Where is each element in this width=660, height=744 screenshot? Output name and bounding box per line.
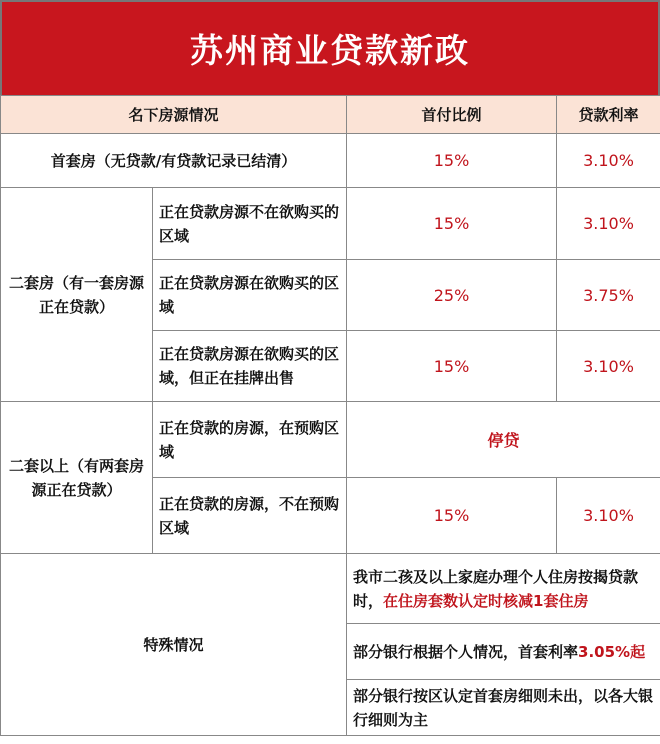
table-row-second-home-1: [1, 188, 660, 260]
special-label: 特殊情况: [1, 554, 347, 736]
second-home-1-down-payment: 15%: [347, 188, 557, 260]
special-note-2-text: 部分银行根据个人情况，首套利率: [353, 642, 579, 661]
second-home-group-label: 二套房（有一套房源正在贷款）: [1, 188, 153, 402]
table-header-row: [1, 96, 660, 134]
loan-policy-table: [0, 95, 660, 736]
multi-home-group-label: 二套以上（有两套房源正在贷款）: [1, 402, 153, 554]
special-note-2-highlight: 3.05%起: [578, 642, 646, 661]
multi-home-2-label: 正在贷款的房源，不在预购区域: [153, 478, 347, 554]
multi-home-2-rate: 3.10%: [557, 478, 660, 554]
second-home-1-rate: 3.10%: [557, 188, 660, 260]
second-home-2-label: 正在贷款房源在欲购买的区域: [153, 260, 347, 331]
multi-home-2-down-payment: 15%: [347, 478, 557, 554]
special-note-3: [347, 680, 660, 736]
first-home-down-payment: 15%: [347, 134, 557, 188]
second-home-3-rate: 3.10%: [557, 331, 660, 402]
page-title: 苏州商业贷款新政: [0, 0, 660, 95]
special-note-3-text: 部分银行按区认定首套房细则未出，以各大银行细则为主: [353, 686, 654, 729]
header-rate: 贷款利率: [557, 96, 660, 134]
header-situation: 名下房源情况: [1, 96, 347, 134]
table-row-first-home: [1, 134, 660, 188]
special-note-2: [347, 624, 660, 680]
table-row-multi-home-1: [1, 402, 660, 478]
second-home-2-rate: 3.75%: [557, 260, 660, 331]
multi-home-1-status: 停贷: [347, 402, 660, 478]
first-home-rate: 3.10%: [557, 134, 660, 188]
second-home-3-down-payment: 15%: [347, 331, 557, 402]
special-note-1: [347, 554, 660, 624]
second-home-1-label: 正在贷款房源不在欲购买的区域: [153, 188, 347, 260]
first-home-label: 首套房（无贷款/有贷款记录已结清）: [1, 134, 347, 188]
second-home-3-label: 正在贷款房源在欲购买的区域，但正在挂牌出售: [153, 331, 347, 402]
special-note-1-text: 我市二孩及以上家庭办理个人住房按揭贷款时，: [353, 567, 639, 610]
header-down-payment: 首付比例: [347, 96, 557, 134]
table-row-special-1: [1, 554, 660, 624]
multi-home-1-label: 正在贷款的房源，在预购区域: [153, 402, 347, 478]
special-note-1-highlight: 在住房套数认定时核减1套住房: [383, 591, 589, 610]
second-home-2-down-payment: 25%: [347, 260, 557, 331]
